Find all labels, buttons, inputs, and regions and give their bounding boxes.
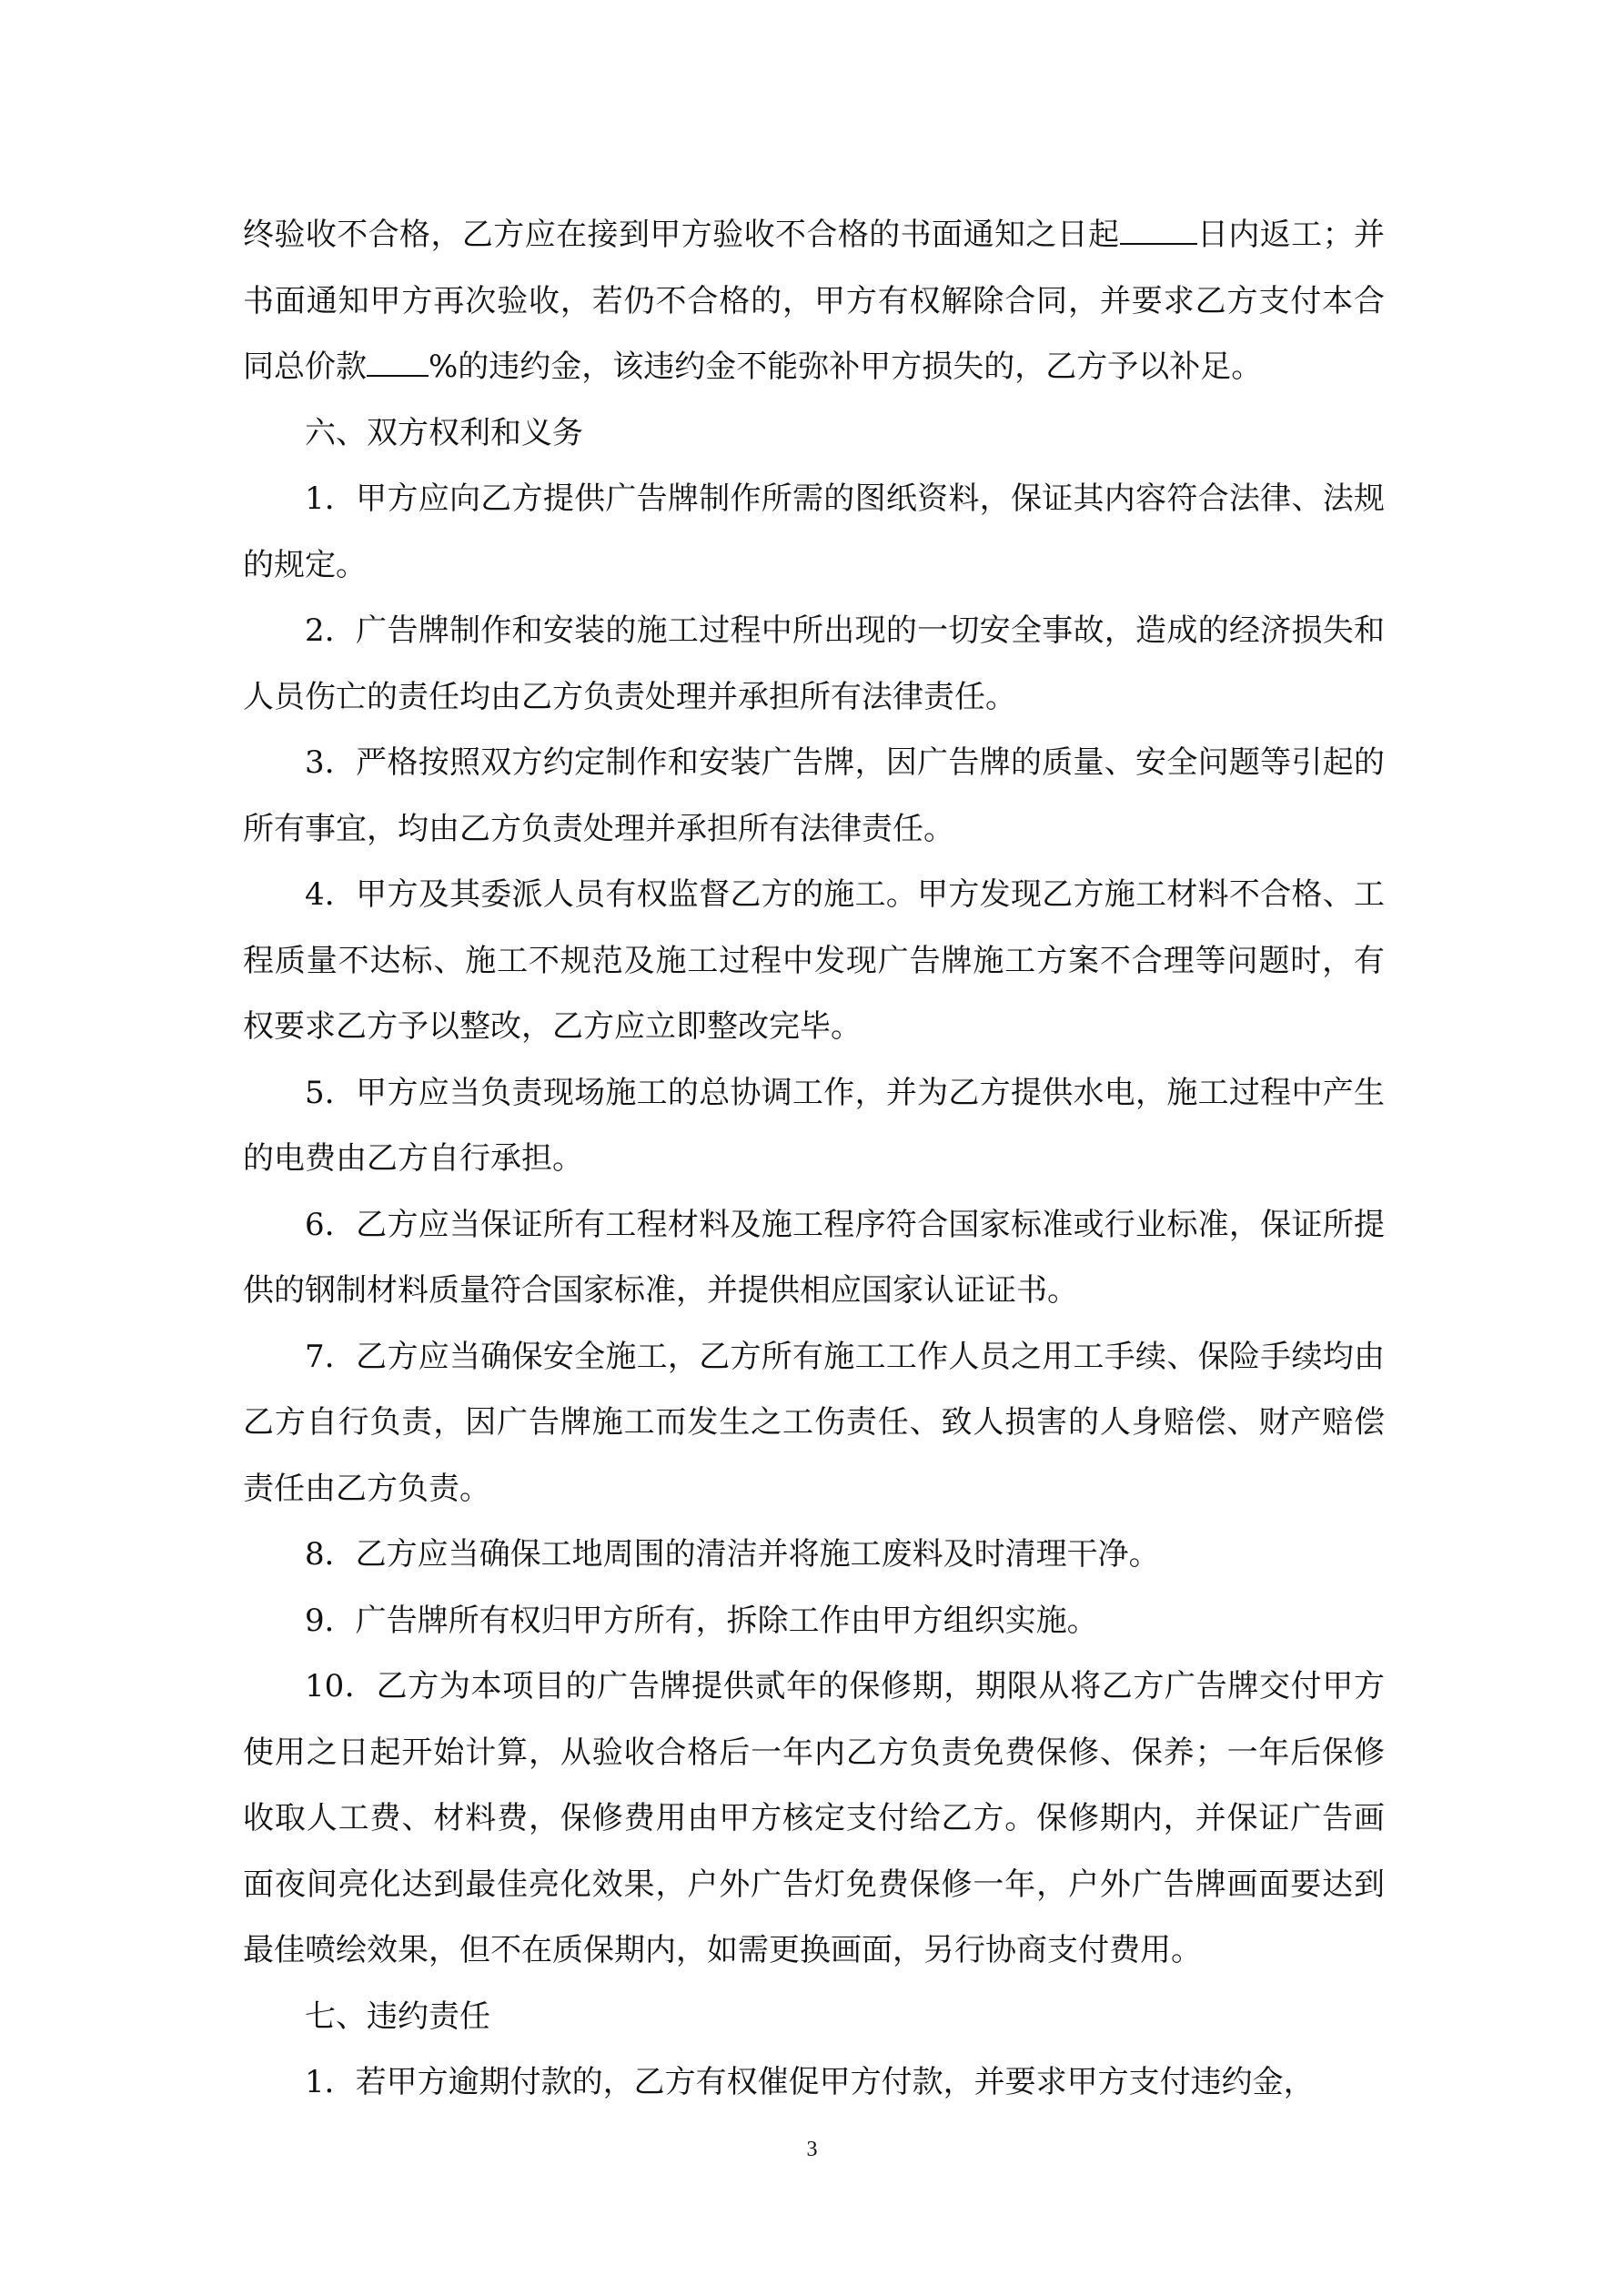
section-heading-breach-liability: 七、违约责任 (305, 1998, 490, 2035)
clause-6-6: 6．乙方应当保证所有工程材料及施工程序符合国家标准或行业标准，保证所提供的钢制材料质量符合国家标准，并提供相应国家认证证书。 (243, 1206, 1385, 1309)
clause-6-8: 8．乙方应当确保工地周围的清洁并将施工废料及时清理干净。 (305, 1536, 1160, 1573)
section-heading-rights-obligations: 六、双方权利和义务 (305, 414, 583, 451)
clause-6-5: 5．甲方应当负责现场施工的总协调工作，并为乙方提供水电，施工过程中产生的电费由乙方自行承担。 (243, 1074, 1385, 1177)
clause-7-1: 1．若甲方逾期付款的，乙方有权催促甲方付款，并要求甲方支付违约金， (305, 2064, 1315, 2100)
blank-days-field (1120, 216, 1197, 245)
clause-6-3: 3．严格按照双方约定制作和安装广告牌，因广告牌的质量、安全问题等引起的所有事宜，均由乙方负责处理并承担所有法律责任。 (243, 744, 1385, 847)
paragraph-text: 终验收不合格，乙方应在接到甲方验收不合格的书面通知之日起 (243, 217, 1120, 253)
document-body (243, 202, 1385, 2116)
clause-6-4: 4．甲方及其委派人员有权监督乙方的施工。甲方发现乙方施工材料不合格、工程质量不达标、施工不规范及施工过程中发现广告牌施工方案不合理等问题时，有权要求乙方予以整改，乙方应立即整改完毕。 (243, 876, 1385, 1045)
blank-percent-field (367, 348, 429, 377)
page-number: 3 (806, 2138, 818, 2161)
paragraph-text: %的违约金，该违约金不能弥补甲方损失的，乙方予以补足。 (429, 349, 1263, 385)
clause-6-7: 7．乙方应当确保安全施工，乙方所有施工工作人员之用工手续、保险手续均由乙方自行负责，因广告牌施工而发生之工伤责任、致人损害的人身赔偿、财产赔偿责任由乙方负责。 (243, 1338, 1385, 1507)
paragraph-text: 日内返工；并书面通知甲方再次验收，若仍不合格的，甲方有权解除合同，并要求乙方支付本合同总价款 (243, 217, 1386, 385)
paragraph-continued (243, 202, 1385, 400)
clause-6-10: 10．乙方为本项目的广告牌提供贰年的保修期，期限从将乙方广告牌交付甲方使用之日起开始计算，从验收合格后一年内乙方负责免费保修、保养；一年后保修收取人工费、材料费，保修费用由甲方核定支付给乙方。保修期内，并保证广告画面夜间亮化达到最佳亮化效果，户外广告灯免费保修一年，户外广告牌画面要达到最佳喷绘效果，但不在质保期内，如需更换画面，另行协商支付费用。 (243, 1668, 1385, 1968)
clause-6-2: 2．广告牌制作和安装的施工过程中所出现的一切安全事故，造成的经济损失和人员伤亡的责任均由乙方负责处理并承担所有法律责任。 (243, 612, 1385, 715)
clause-6-9: 9．广告牌所有权归甲方所有，拆除工作由甲方组织实施。 (305, 1602, 1098, 1639)
clause-6-1: 1．甲方应向乙方提供广告牌制作所需的图纸资料，保证其内容符合法律、法规的规定。 (243, 480, 1385, 583)
